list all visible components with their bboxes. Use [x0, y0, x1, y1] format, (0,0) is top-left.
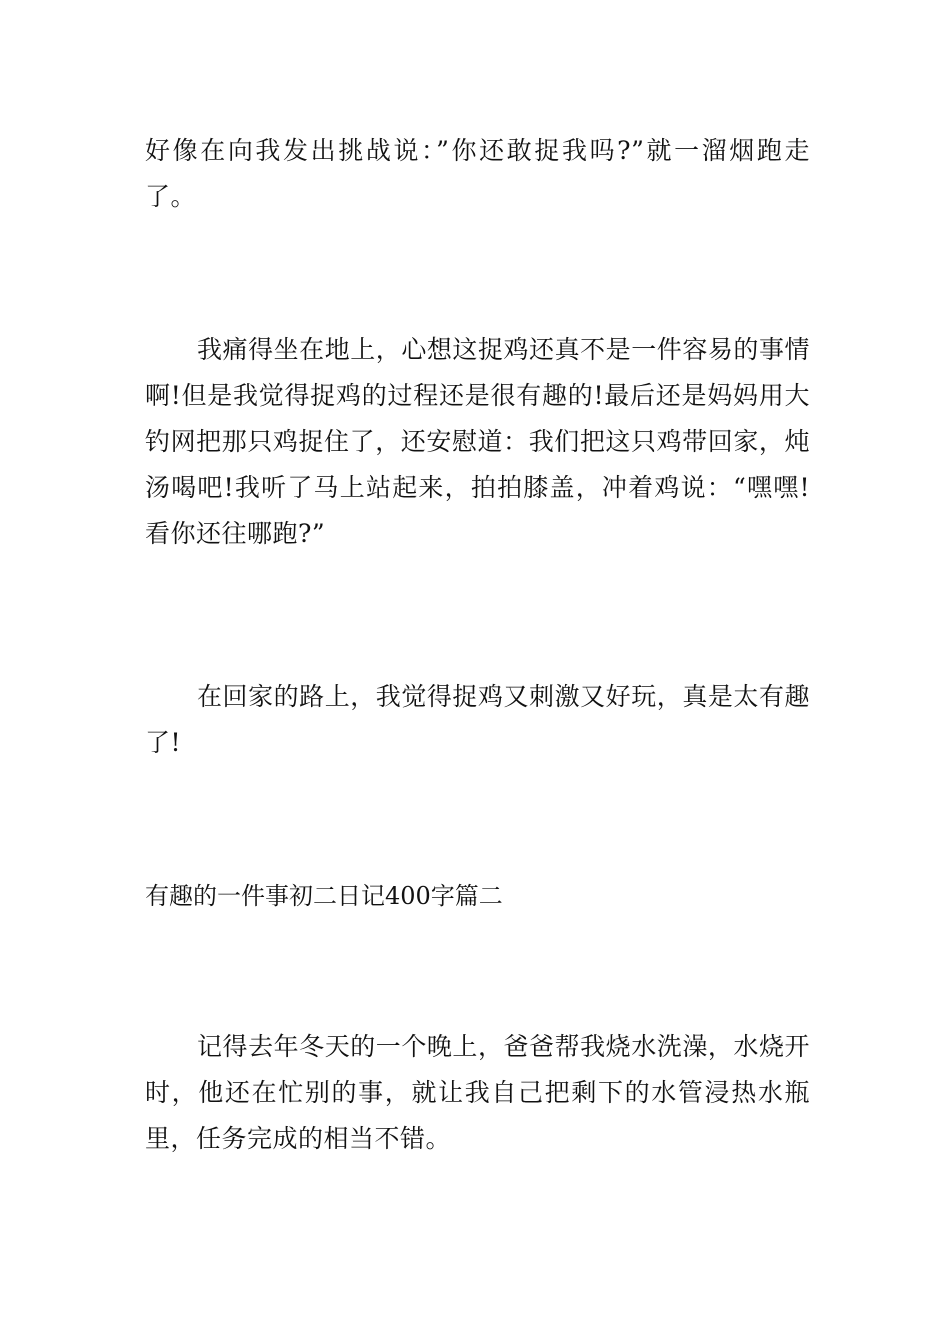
paragraph-winter-night: 记得去年冬天的一个晚上，爸爸帮我烧水洗澡，水烧开时，他还在忙别的事，就让我自己把剩下的水管浸热水瓶里，任务完成的相当不错。	[145, 1032, 810, 1153]
paragraph-continuation: 好像在向我发出挑战说：”你还敢捉我吗?”就一溜烟跑走了。	[145, 136, 810, 211]
section-heading: 有趣的一件事初二日记400字篇二	[145, 882, 503, 910]
paragraph-way-home: 在回家的路上，我觉得捉鸡又刺激又好玩，真是太有趣了!	[145, 682, 810, 757]
paragraph-catching-chicken: 我痛得坐在地上，心想这捉鸡还真不是一件容易的事情啊!但是我觉得捉鸡的过程还是很有趣的!最后还是妈妈用大钓网把那只鸡捉住了，还安慰道：我们把这只鸡带回家，炖汤喝吧!我听了马上站起来，拍拍膝盖，冲着鸡说：“嘿嘿!看你还往哪跑?”	[145, 335, 810, 548]
